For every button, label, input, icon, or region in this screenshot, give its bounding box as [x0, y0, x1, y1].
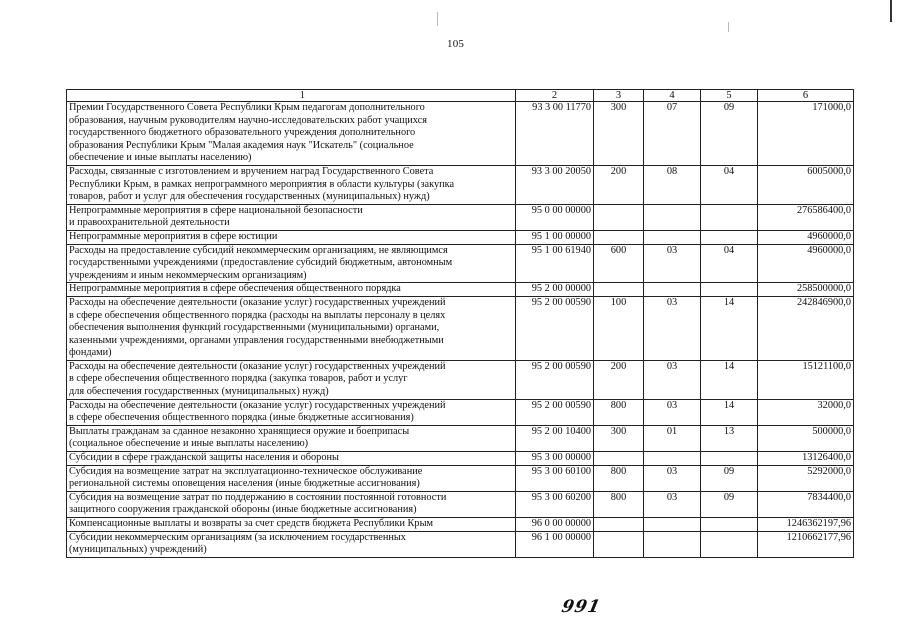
- page-number: 105: [447, 38, 465, 50]
- row-subsection-cell: 04: [701, 244, 758, 283]
- row-code-cell: 95 0 00 00000: [516, 204, 594, 230]
- row-amount-cell: 242846900,0: [758, 296, 854, 360]
- row-amount-cell: 171000,0: [758, 102, 854, 166]
- row-expense-type-cell: 200: [594, 360, 644, 399]
- row-section-cell: 03: [644, 465, 701, 491]
- row-expense-type-cell: [594, 283, 644, 297]
- column-header: 4: [644, 90, 701, 102]
- row-subsection-cell: 09: [701, 491, 758, 517]
- row-section-cell: [644, 518, 701, 532]
- row-section-cell: 07: [644, 102, 701, 166]
- table-row: [67, 399, 854, 425]
- row-code-cell: 93 3 00 20050: [516, 165, 594, 204]
- row-name-cell: Компенсационные выплаты и возвраты за счет средств бюджета Республики Крым: [67, 518, 516, 532]
- row-expense-type-cell: [594, 230, 644, 244]
- row-subsection-cell: [701, 230, 758, 244]
- table-row: [67, 425, 854, 451]
- row-name-cell: Непрограммные мероприятия в сфере обеспечения общественного порядка: [67, 283, 516, 297]
- row-section-cell: [644, 283, 701, 297]
- row-name-cell: Выплаты гражданам за сданное незаконно хранящиеся оружие и боеприпасы (социальное обеспечение и иные выплаты населению): [67, 425, 516, 451]
- scan-fold-mark: [728, 22, 729, 32]
- row-name-cell: Расходы на обеспечение деятельности (оказание услуг) государственных учреждений в сфере обеспечения общественного порядка (закупка товаров, работ и услуг для обеспечения государственных (муниципальных) нужд): [67, 360, 516, 399]
- row-section-cell: [644, 531, 701, 557]
- row-expense-type-cell: 800: [594, 399, 644, 425]
- row-name-cell: Расходы, связанные с изготовлением и вручением наград Государственного Совета Республики Крым, в рамках непрограммного мероприятия в области культуры (закупка товаров, работ и услуг для обеспечения государственных (муниципальных) нужд): [67, 165, 516, 204]
- row-amount-cell: 258500000,0: [758, 283, 854, 297]
- row-code-cell: 96 0 00 00000: [516, 518, 594, 532]
- row-section-cell: 01: [644, 425, 701, 451]
- table-row: [67, 531, 854, 557]
- row-code-cell: 95 3 00 00000: [516, 452, 594, 466]
- row-section-cell: 03: [644, 360, 701, 399]
- row-code-cell: 95 1 00 00000: [516, 230, 594, 244]
- row-subsection-cell: [701, 518, 758, 532]
- row-name-cell: Премии Государственного Совета Республики Крым педагогам дополнительного образования, научным руководителям научно-исследовательских работ учащихся государственного бюджетного образовательного учреждения дополнительного образования Республики Крым "Малая академия наук "Искатель" (социальное обеспечение и иные выплаты населению): [67, 102, 516, 166]
- row-amount-cell: 1210662177,96: [758, 531, 854, 557]
- column-header: 2: [516, 90, 594, 102]
- table-row: [67, 102, 854, 166]
- table-header-row: [67, 90, 854, 102]
- row-code-cell: 95 2 00 00590: [516, 399, 594, 425]
- row-name-cell: Субсидии в сфере гражданской защиты населения и обороны: [67, 452, 516, 466]
- table-row: [67, 230, 854, 244]
- row-subsection-cell: [701, 204, 758, 230]
- row-amount-cell: 32000,0: [758, 399, 854, 425]
- row-subsection-cell: 09: [701, 465, 758, 491]
- column-header: 6: [758, 90, 854, 102]
- budget-table: [66, 89, 854, 558]
- column-header: 1: [67, 90, 516, 102]
- row-section-cell: 03: [644, 296, 701, 360]
- table-row: [67, 360, 854, 399]
- row-section-cell: [644, 452, 701, 466]
- row-subsection-cell: 09: [701, 102, 758, 166]
- row-amount-cell: 4960000,0: [758, 244, 854, 283]
- row-expense-type-cell: 800: [594, 465, 644, 491]
- row-section-cell: 03: [644, 399, 701, 425]
- row-section-cell: 03: [644, 491, 701, 517]
- table-row: [67, 518, 854, 532]
- row-name-cell: Расходы на предоставление субсидий некоммерческим организациям, не являющимся государственными учреждениями (предоставление субсидий бюджетным, автономным учреждениям и иным некоммерческим организациям): [67, 244, 516, 283]
- row-amount-cell: 4960000,0: [758, 230, 854, 244]
- table-row: [67, 165, 854, 204]
- column-header: 3: [594, 90, 644, 102]
- row-code-cell: 96 1 00 00000: [516, 531, 594, 557]
- row-subsection-cell: 14: [701, 360, 758, 399]
- row-name-cell: Субсидии некоммерческим организациям (за исключением государственных (муниципальных) учреждений): [67, 531, 516, 557]
- table-row: [67, 491, 854, 517]
- row-code-cell: 95 3 00 60100: [516, 465, 594, 491]
- table-row: [67, 283, 854, 297]
- row-expense-type-cell: [594, 452, 644, 466]
- row-expense-type-cell: [594, 531, 644, 557]
- row-expense-type-cell: [594, 518, 644, 532]
- row-section-cell: [644, 230, 701, 244]
- row-code-cell: 93 3 00 11770: [516, 102, 594, 166]
- row-expense-type-cell: 600: [594, 244, 644, 283]
- row-code-cell: 95 2 00 00000: [516, 283, 594, 297]
- row-code-cell: 95 1 00 61940: [516, 244, 594, 283]
- row-name-cell: Субсидия на возмещение затрат на эксплуатационно-техническое обслуживание региональной системы оповещения населения (иные бюджетные ассигнования): [67, 465, 516, 491]
- row-name-cell: Расходы на обеспечение деятельности (оказание услуг) государственных учреждений в сфере обеспечения общественного порядка (расходы на выплаты персоналу в целях обеспечения выполнения функций государственными (муниципальными) органами, казенными учреждениями, органами управления государственными внебюджетными фондами): [67, 296, 516, 360]
- row-section-cell: 08: [644, 165, 701, 204]
- handwritten-mark: 991: [559, 597, 603, 617]
- row-subsection-cell: 14: [701, 296, 758, 360]
- row-amount-cell: 500000,0: [758, 425, 854, 451]
- table-row: [67, 452, 854, 466]
- row-code-cell: 95 2 00 00590: [516, 360, 594, 399]
- row-code-cell: 95 3 00 60200: [516, 491, 594, 517]
- row-code-cell: 95 2 00 00590: [516, 296, 594, 360]
- row-subsection-cell: [701, 452, 758, 466]
- row-subsection-cell: 13: [701, 425, 758, 451]
- row-expense-type-cell: [594, 204, 644, 230]
- row-amount-cell: 276586400,0: [758, 204, 854, 230]
- table-row: [67, 244, 854, 283]
- scan-fold-mark: [437, 12, 438, 26]
- row-subsection-cell: [701, 283, 758, 297]
- row-subsection-cell: 04: [701, 165, 758, 204]
- row-section-cell: [644, 204, 701, 230]
- row-amount-cell: 1246362197,96: [758, 518, 854, 532]
- row-section-cell: 03: [644, 244, 701, 283]
- row-code-cell: 95 2 00 10400: [516, 425, 594, 451]
- table-row: [67, 296, 854, 360]
- row-expense-type-cell: 100: [594, 296, 644, 360]
- table-body: [67, 102, 854, 558]
- row-subsection-cell: 14: [701, 399, 758, 425]
- row-subsection-cell: [701, 531, 758, 557]
- row-amount-cell: 6005000,0: [758, 165, 854, 204]
- scan-edge-mark: [890, 0, 892, 22]
- table-row: [67, 465, 854, 491]
- row-expense-type-cell: 300: [594, 425, 644, 451]
- row-expense-type-cell: 200: [594, 165, 644, 204]
- row-name-cell: Субсидия на возмещение затрат по поддержанию в состоянии постоянной готовности защитного сооружения гражданской обороны (иные бюджетные ассигнования): [67, 491, 516, 517]
- column-header: 5: [701, 90, 758, 102]
- row-amount-cell: 15121100,0: [758, 360, 854, 399]
- row-amount-cell: 7834400,0: [758, 491, 854, 517]
- row-name-cell: Расходы на обеспечение деятельности (оказание услуг) государственных учреждений в сфере обеспечения общественного порядка (иные бюджетные ассигнования): [67, 399, 516, 425]
- row-expense-type-cell: 800: [594, 491, 644, 517]
- row-name-cell: Непрограммные мероприятия в сфере юстиции: [67, 230, 516, 244]
- table-row: [67, 204, 854, 230]
- row-amount-cell: 5292000,0: [758, 465, 854, 491]
- row-name-cell: Непрограммные мероприятия в сфере национальной безопасности и правоохранительной деятельности: [67, 204, 516, 230]
- row-amount-cell: 13126400,0: [758, 452, 854, 466]
- row-expense-type-cell: 300: [594, 102, 644, 166]
